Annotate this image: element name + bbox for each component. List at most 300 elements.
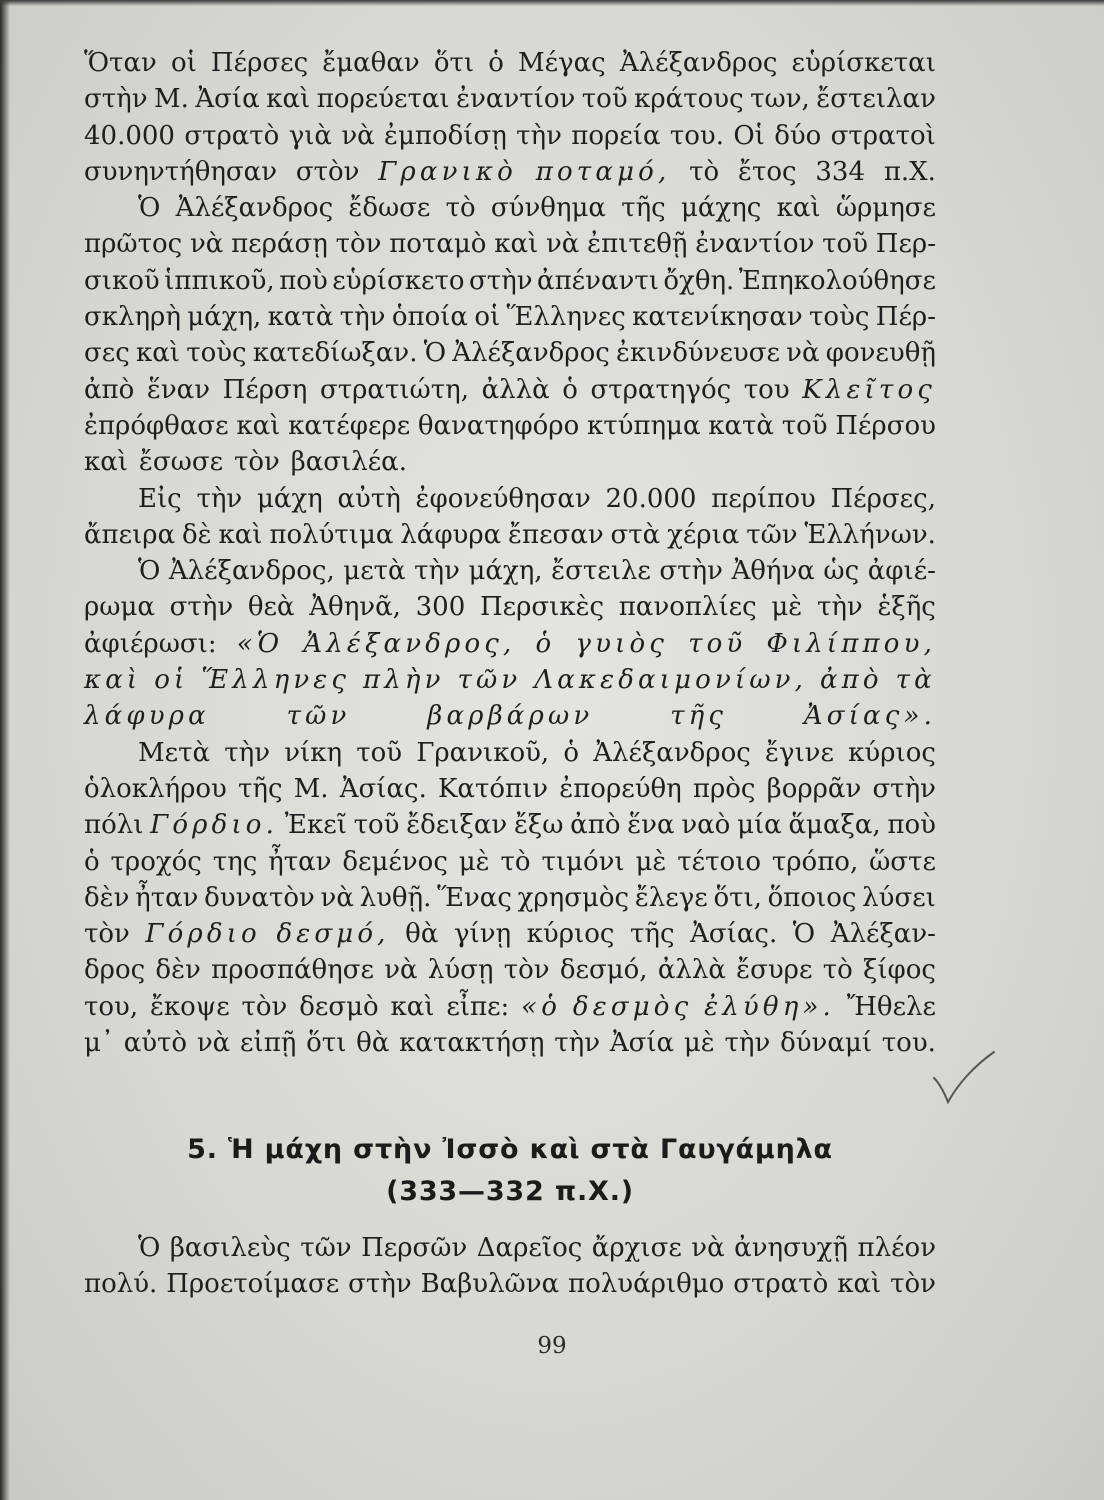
word: βασιλεὺς [169, 1233, 291, 1263]
word: πορεύεται [316, 84, 450, 115]
word: τέτοιο [677, 846, 761, 877]
word: Ἀσίας». [803, 701, 936, 732]
word: ὁλοκλήρου [84, 773, 227, 804]
text-line [84, 408, 936, 444]
word: τῆς [238, 773, 283, 804]
text-line [84, 190, 936, 226]
word: δεσμὸ [299, 991, 379, 1022]
word: λάφυρα [84, 701, 210, 732]
text-line [84, 952, 936, 988]
text-line [84, 844, 936, 880]
word: Ἀλέξανδρος, [303, 628, 516, 659]
word: στρατὸ [184, 120, 280, 151]
word: ἔκοψε [149, 991, 230, 1022]
text-line [84, 118, 936, 154]
word: ὁποία [391, 302, 468, 333]
text-line [84, 45, 936, 81]
word: καὶ [776, 193, 821, 224]
word: Ἐκεῖ [284, 810, 347, 841]
word: τὴν [414, 556, 460, 587]
word: Γρανικοῦ, [416, 737, 550, 768]
text-line [84, 735, 936, 771]
word: Ἀλέξανδρος [175, 193, 334, 224]
word: ἔδειξαν [406, 810, 508, 841]
word: Μέγας [517, 48, 606, 78]
word: ἔτος [738, 156, 797, 187]
word: καὶ [494, 229, 539, 260]
word: ἔγινε [765, 737, 834, 768]
word: ἕναν [146, 374, 211, 405]
text-line [84, 154, 936, 190]
word: χέρια [667, 519, 740, 550]
word: στὴν [872, 773, 936, 804]
word: φονευθῇ [825, 338, 936, 369]
word: ἄπειρα [84, 519, 176, 550]
word: κατακτήσῃ [399, 1028, 545, 1059]
word: δεσμό, [276, 919, 390, 950]
word: καὶ [218, 519, 263, 550]
word: Βαβυλῶνα [420, 1269, 560, 1300]
word: Ὁ [138, 193, 161, 224]
word: τῆς [670, 701, 728, 732]
word: σύνθημα [490, 193, 606, 224]
word: νίκη [284, 737, 343, 768]
word: Ἀσία [195, 84, 260, 115]
word: δυνατὸν [204, 882, 315, 913]
word: πόλι [84, 810, 144, 841]
word: πανοπλίες [618, 592, 757, 623]
word: μία [737, 810, 782, 841]
word: Δαρεῖος [476, 1233, 583, 1263]
word: Ἀσίας. [339, 773, 427, 804]
text-line [84, 589, 936, 625]
word: τοῦ [356, 737, 403, 768]
word: Ἐπηκολούθησε [738, 265, 936, 296]
word: ἐφονεύθησαν [415, 483, 591, 514]
word: τὴν [724, 1028, 771, 1059]
word: ἔστειλαν [816, 84, 936, 115]
word: δεμένος [342, 846, 448, 877]
word: ἐπιτεθῇ [587, 229, 688, 260]
word: τὸν [84, 919, 130, 950]
word: μάχης [680, 193, 762, 224]
word: καὶ [837, 1269, 882, 1300]
word: Ἀλέξανδρος [593, 737, 751, 768]
word: τρόπο, [771, 846, 859, 877]
word: Προετοίμασε [166, 1269, 340, 1300]
word: γιὰ [288, 120, 332, 151]
word: ἀλλὰ [481, 374, 550, 405]
word: ἕνα [627, 810, 675, 841]
word: θανατηφόρο [417, 410, 580, 441]
word: αὐτὸ [123, 1028, 188, 1059]
text-line [84, 989, 936, 1025]
word: Ἀθήνα [731, 556, 815, 587]
word: τοῦ [353, 810, 400, 841]
word: λύσῃ [427, 955, 494, 986]
word: περίπου [711, 483, 816, 514]
word: ποὺ [887, 810, 936, 841]
word: κατὰ [267, 302, 334, 333]
word: Ἀλέξανδρος [619, 48, 778, 78]
word: Κλεῖτος [802, 374, 936, 405]
word: πρῶτος [84, 229, 183, 260]
word: νὰ [384, 955, 418, 986]
word: ἀλλὰ [657, 955, 726, 986]
word: λάφυρα [400, 519, 502, 550]
word: κτύπημα [586, 410, 701, 441]
word: ἀνησυχῇ [734, 1233, 848, 1263]
word: κατενίκησαν [632, 302, 803, 333]
word: τὸ [822, 955, 853, 986]
text-line [84, 698, 936, 734]
word: σκληρὴ [84, 302, 181, 333]
word: ἔλεγε [634, 882, 708, 913]
word: του. [881, 1028, 936, 1059]
word: βορρᾶν [766, 773, 862, 804]
word: τῶν [457, 665, 522, 696]
text-line [84, 553, 936, 589]
word: ἔστειλε [551, 556, 651, 587]
word: βαρβάρων [427, 701, 594, 732]
page-edge-shadow [0, 0, 10, 1500]
word: ἅμαξα, [788, 810, 881, 841]
word: ἐλύθη». [704, 991, 835, 1022]
word: ἦταν [268, 846, 332, 877]
word: πλὴν [363, 665, 445, 696]
word: κατέφερε [288, 410, 411, 441]
word: Ἤθελε [846, 991, 936, 1022]
word: μάχη [256, 483, 323, 514]
word: τὴν [224, 737, 271, 768]
body-text-after-heading [84, 1230, 936, 1303]
word: δὲν [155, 955, 201, 986]
word: Πέρση [222, 374, 308, 405]
word: Ἀλέξαν- [830, 919, 936, 950]
word: μάχη, [468, 556, 543, 587]
section-heading: 5. Ἡ μάχη στὴν Ἰσσὸ καὶ στὰ Γαυγάμηλα [187, 1134, 833, 1165]
word: καὶ [266, 84, 311, 115]
text-line [84, 1025, 936, 1061]
word: ἀπὸ [819, 665, 883, 696]
word: στὸν [295, 156, 360, 187]
word: δεσμό, [559, 955, 648, 986]
word: τὴν [196, 483, 243, 514]
word: τὴν [339, 302, 386, 333]
word: ποταμὸ [389, 229, 487, 260]
word: ὅποιος [767, 882, 857, 913]
word: Ἕνας [437, 882, 512, 913]
word: της [212, 846, 258, 877]
word: τὸ [445, 193, 476, 224]
word: ἀπὸ [84, 374, 135, 405]
word: δρος [84, 955, 146, 986]
word: τὰ [895, 665, 936, 696]
word: «ὁ [521, 991, 562, 1022]
word: δὲν [84, 882, 130, 913]
word: νὰ [320, 882, 354, 913]
word: ἀπὸ [570, 810, 621, 841]
word: εἶπε: [446, 991, 510, 1022]
word: τὸν [233, 447, 280, 478]
word: νὰ [786, 338, 820, 369]
word: ἐμποδίσῃ [384, 120, 507, 151]
word: Εἰς [138, 483, 182, 514]
word: τὸ [689, 156, 720, 187]
word: θεὰ [247, 592, 295, 623]
word: μὲ [771, 592, 803, 623]
word: ναὸ [681, 810, 731, 841]
page-top-shadow [0, 0, 1104, 6]
word: πολύτιμα [269, 519, 394, 550]
word: τῶν [746, 519, 798, 550]
word: ὁ [535, 628, 556, 659]
word: Ἑλλήνων. [804, 519, 936, 550]
word: Ὁ [423, 338, 447, 369]
text-line [84, 517, 936, 553]
word: τοῦ [688, 628, 747, 659]
word: ἔσυρε [736, 955, 813, 986]
word: ἐπρόφθασε [84, 410, 229, 441]
word: δύναμί [780, 1028, 872, 1059]
word: νὰ [189, 229, 224, 260]
text-line [84, 226, 936, 262]
word: ἑξῆς [877, 592, 936, 623]
word: Πέρσες, [830, 483, 936, 514]
word: μὲ [683, 1028, 715, 1059]
word: στὴν [348, 1269, 412, 1300]
word: σικοῦ [84, 265, 160, 296]
word: τροχός [110, 846, 202, 877]
word: θὰ [356, 1028, 390, 1059]
text-line [84, 1266, 936, 1302]
word: τὸ [500, 846, 531, 877]
word: στὴν [84, 84, 148, 115]
word: ὥστε [869, 846, 936, 877]
word: γυιὸς [575, 628, 668, 659]
word: Μ. [154, 84, 189, 115]
word: Γόρδιο [145, 919, 261, 950]
word: Ἀσία [609, 1028, 675, 1059]
word: ἀφιέρωσι: [84, 628, 217, 659]
page-number: 99 [537, 1333, 567, 1359]
word: Μετὰ [138, 737, 211, 768]
word: στρατηγός [590, 374, 732, 405]
word: μ᾽ [84, 1028, 114, 1059]
word: πλέον [857, 1233, 936, 1263]
word: τῆς [621, 193, 666, 224]
word: προσπάθησε [211, 955, 374, 986]
word: Ὅταν [84, 48, 157, 78]
word: τὸν [241, 991, 288, 1022]
word: ὁ [488, 48, 504, 78]
word: Φιλίππου, [766, 628, 936, 659]
word: κράτους [634, 84, 744, 115]
word: εὑρίσκετο [332, 265, 465, 296]
word: Οἱ [733, 120, 765, 151]
word: νὰ [545, 229, 580, 260]
text-line [84, 880, 936, 916]
word: ὁ [84, 846, 100, 877]
word: Πέρσες [210, 48, 309, 78]
word: στὴν [169, 592, 234, 623]
word: ρωμα [84, 592, 155, 623]
word: οἱ [170, 48, 197, 78]
word: νὰ [196, 1028, 231, 1059]
text-line [84, 807, 936, 843]
word: τῶν [286, 701, 351, 732]
word: λυθῇ. [359, 882, 432, 913]
word: Γρανικὸ [378, 156, 517, 187]
word: Περ- [875, 229, 936, 260]
word: οἱ [154, 665, 189, 696]
word: του. [669, 120, 724, 151]
word: ἔπεσαν [508, 519, 604, 550]
word: σες [84, 338, 130, 369]
word: κατεδίωξαν. [252, 338, 418, 369]
word: ἦταν [135, 882, 199, 913]
word: Μ. [293, 773, 329, 804]
word: κύριος [848, 737, 936, 768]
word: Πέρσου [835, 410, 936, 441]
word: μετὰ [343, 556, 406, 587]
word: μὲ [458, 846, 490, 877]
word: στρατιώτη, [319, 374, 469, 405]
text-line [84, 299, 936, 335]
word: αὐτὴ [337, 483, 401, 514]
word: ὄχθη. [663, 265, 735, 296]
word: πολυάριθμο [568, 1269, 725, 1300]
text-line [84, 916, 936, 952]
word: συνηντήθησαν [84, 156, 278, 187]
word: καὶ [390, 991, 435, 1022]
word: ἐναντίον [695, 229, 815, 260]
word: περάσῃ [231, 229, 328, 260]
word: στὴν [659, 556, 723, 587]
word: λύσει [862, 882, 936, 913]
word: ἱππικοῦ, [164, 265, 275, 296]
word: νὰ [341, 120, 375, 151]
word: του, [84, 991, 139, 1022]
word: τοῦ [822, 229, 868, 260]
text-line [84, 626, 936, 662]
word: τοὺς [186, 338, 247, 369]
word: τιμόνι [541, 846, 625, 877]
text-line [84, 662, 936, 698]
word: ὅτι, [713, 882, 762, 913]
word: χρησμὸς [517, 882, 630, 913]
word: του [743, 374, 790, 405]
word: ὁ [562, 374, 578, 405]
word: Ἕλληνες [506, 302, 626, 333]
word: καὶ [84, 447, 129, 478]
word: Ὁ [138, 1233, 161, 1263]
word: ἀπέναντι [537, 265, 659, 296]
word: ὡς [823, 556, 860, 587]
word: στρατὸ [733, 1269, 829, 1300]
word: τὸν [503, 955, 550, 986]
word: πορεία [571, 120, 661, 151]
word: ἐπορεύθη [559, 773, 682, 804]
word: πολύ. [84, 1269, 158, 1300]
word: Ἀθηνᾶ, [309, 592, 401, 623]
handwritten-check-mark [928, 1048, 998, 1108]
word: δύο [774, 120, 822, 151]
text-line [84, 481, 936, 517]
word: 20.000 [605, 483, 697, 514]
word: ποταμό, [535, 156, 671, 187]
word: τὴν [816, 592, 863, 623]
word: ἔδωσε [348, 193, 431, 224]
word: τὸν [335, 229, 382, 260]
word: ἐναντίον [456, 84, 576, 115]
text-line [84, 771, 936, 807]
text-line [84, 81, 936, 117]
word: Περσικὲς [479, 592, 605, 623]
word: ὁ [563, 737, 580, 768]
word: Πέρ- [875, 302, 936, 333]
word: κατὰ [708, 410, 774, 441]
word: π.Χ. [883, 156, 936, 187]
word: τοῦ [581, 84, 628, 115]
word: δεσμὸς [572, 991, 693, 1022]
word: βασιλέα. [290, 447, 408, 478]
word: μάχη, [187, 302, 262, 333]
word: Περσῶν [361, 1233, 468, 1263]
word: τὴν [516, 120, 562, 151]
word: τῶν [300, 1233, 352, 1263]
word: καὶ [236, 410, 281, 441]
word: τὴν [554, 1028, 601, 1059]
word: στὴν [469, 265, 533, 296]
word: Ἀλέξανδρος [452, 338, 610, 369]
text-line [84, 263, 936, 299]
word: καὶ [84, 665, 142, 696]
word: ἐκινδύνευσε [616, 338, 780, 369]
word: τῆς [630, 919, 675, 950]
word: Κατόπιν [438, 773, 549, 804]
word: των, [750, 84, 810, 115]
word: εὑρίσκεται [791, 48, 936, 78]
word: μὲ [635, 846, 667, 877]
word: Ὁ [138, 556, 161, 587]
word: ὥρμησε [835, 193, 936, 224]
word: εἰπῇ [240, 1028, 297, 1059]
word: «Ὁ [236, 628, 284, 659]
word: ξίφος [863, 955, 936, 986]
word: ἔμαθαν [322, 48, 420, 78]
text-line [84, 1230, 936, 1266]
word: Ἀσίας. [690, 919, 778, 950]
word: νὰ [691, 1233, 725, 1263]
word: τὸν [890, 1269, 936, 1300]
word: Ἕλληνες [201, 665, 351, 696]
word: οἱ [474, 302, 501, 333]
word: κύριος [526, 919, 615, 950]
word: Ἀλέξανδρος, [168, 556, 335, 587]
word: ὅτι [433, 48, 475, 78]
word: Λακεδαιμονίων, [534, 665, 808, 696]
word: στρατοὶ [830, 120, 936, 151]
word: Ὁ [792, 919, 816, 950]
text-line [84, 444, 936, 480]
body-text [84, 45, 936, 1061]
word: ὅτι [306, 1028, 347, 1059]
word: ἄρχισε [591, 1233, 682, 1263]
word: ἔσωσε [138, 447, 224, 478]
text-line [84, 372, 936, 408]
word: ἔξω [513, 810, 564, 841]
